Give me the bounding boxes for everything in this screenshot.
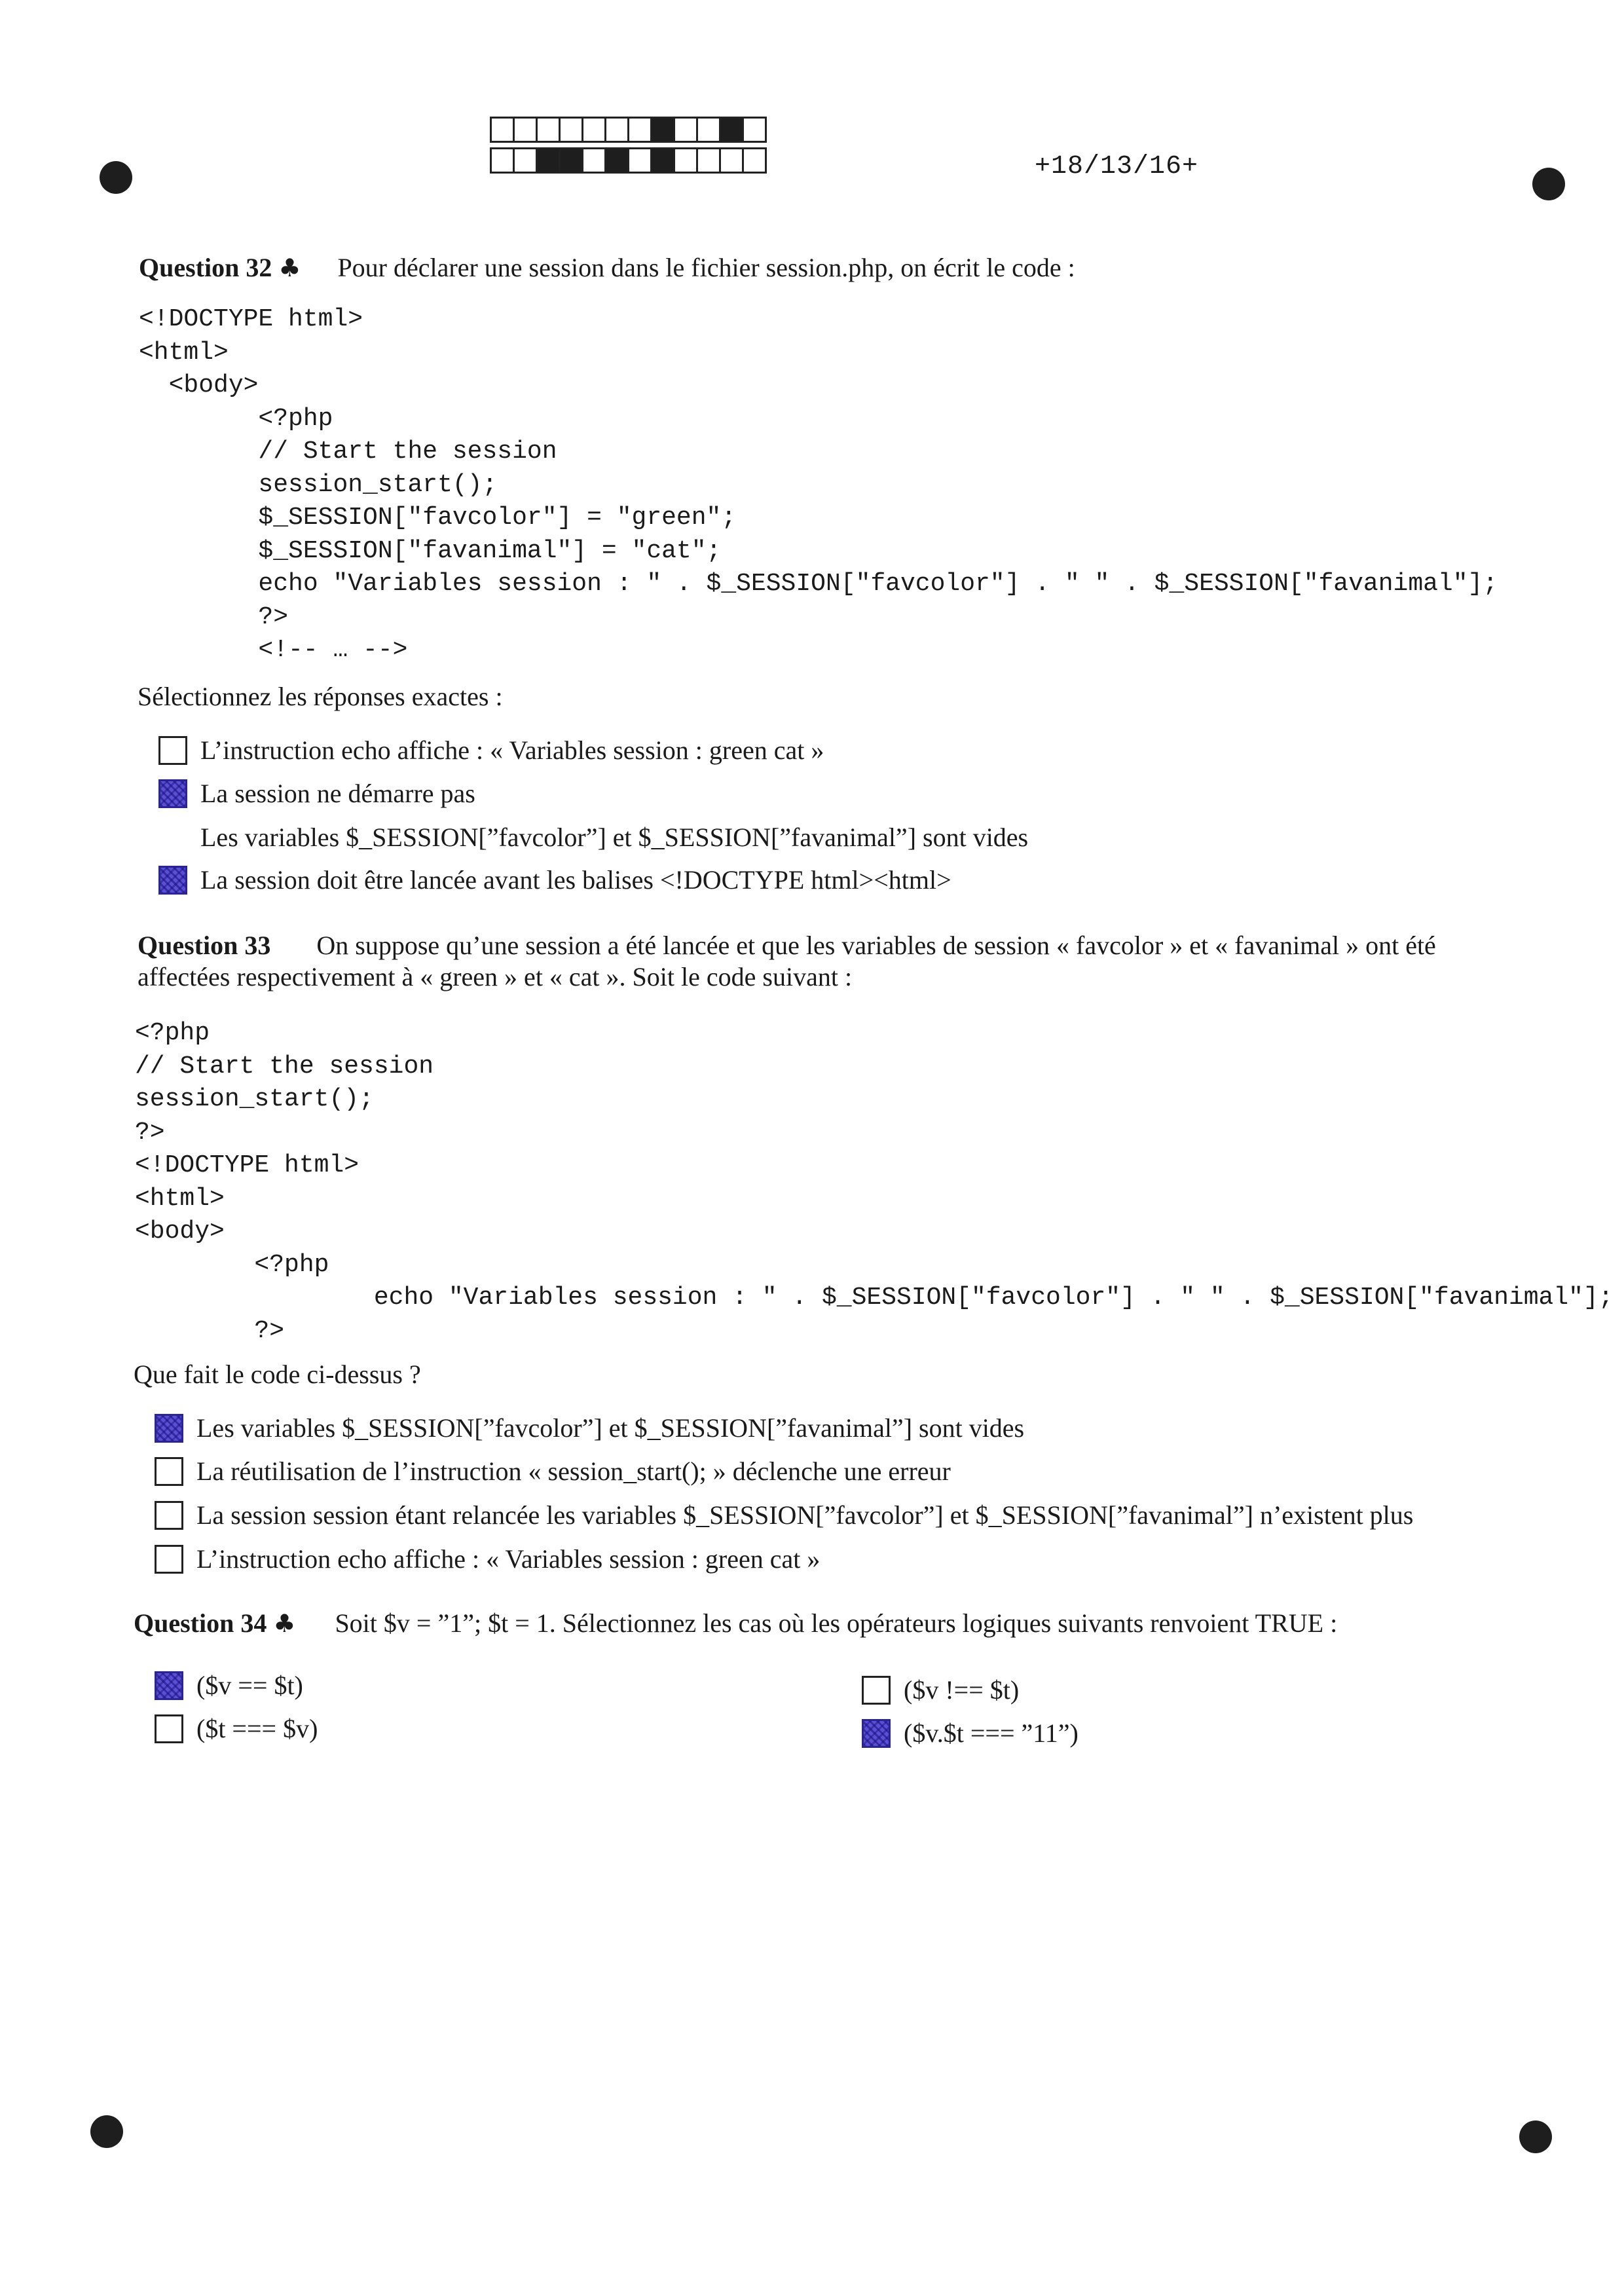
q34-checkbox-1[interactable] xyxy=(155,1671,183,1700)
q34-option-1-text: ($v == $t) xyxy=(196,1671,303,1700)
barcode-row-top xyxy=(490,117,765,143)
q33-checkbox-4[interactable] xyxy=(155,1545,183,1574)
question-34-prompt: Soit $v = ”1”; $t = 1. Sélectionnez les cas où les opérateurs logiques suivants renvoient TRUE : xyxy=(335,1608,1338,1638)
barcode-cell xyxy=(559,147,583,174)
q32-checkbox-1[interactable] xyxy=(158,736,187,765)
question-32-number: Question 32 xyxy=(139,253,272,282)
barcode-row-bottom xyxy=(490,147,765,174)
q32-option-4[interactable] xyxy=(158,864,951,895)
q34-option-1[interactable] xyxy=(155,1670,303,1701)
q33-option-4-text: L’instruction echo affiche : « Variables session : green cat » xyxy=(196,1544,821,1574)
q33-option-1-text: Les variables $_SESSION[”favcolor”] et $_SESSION[”favanimal”] sont vides xyxy=(196,1413,1025,1443)
q34-option-2[interactable] xyxy=(155,1713,318,1744)
q34-checkbox-2[interactable] xyxy=(155,1714,183,1743)
q32-option-1[interactable] xyxy=(158,735,824,766)
q33-option-2[interactable] xyxy=(155,1456,951,1487)
barcode-cell xyxy=(581,117,606,143)
q32-checkbox-2[interactable] xyxy=(158,779,187,808)
q32-option-3-text: Les variables $_SESSION[”favcolor”] et $_SESSION[”favanimal”] sont vides xyxy=(200,823,1029,852)
q34-checkbox-3[interactable] xyxy=(862,1676,891,1705)
barcode-cell xyxy=(627,117,652,143)
q34-option-4-text: ($v.$t === ”11”) xyxy=(904,1718,1079,1748)
registration-mark-top-left xyxy=(100,161,132,194)
q34-checkbox-4[interactable] xyxy=(862,1719,891,1748)
q33-option-4[interactable] xyxy=(155,1544,820,1574)
barcode-cell xyxy=(536,117,561,143)
barcode-cell xyxy=(513,117,538,143)
q32-option-2[interactable] xyxy=(158,778,475,809)
question-32-instruction: Sélectionnez les réponses exactes : xyxy=(138,682,503,711)
q34-option-3-text: ($v !== $t) xyxy=(904,1675,1020,1705)
barcode-cell xyxy=(536,147,561,174)
question-33-code: <?php // Start the session session_start(); ?> <!DOCTYPE html> <html> <body> <?php echo "Variables session : " . $_SESSION["favcolor"] . " " . $_SESSION["favanimal"]; ?> xyxy=(135,1019,1614,1345)
barcode-cell xyxy=(650,117,675,143)
barcode-cell xyxy=(696,147,721,174)
barcode-cell xyxy=(559,117,583,143)
question-33-instruction: Que fait le code ci-dessus ? xyxy=(134,1360,421,1389)
q32-checkbox-3[interactable] xyxy=(158,823,187,852)
q34-option-3[interactable] xyxy=(862,1675,1019,1705)
barcode-cell xyxy=(490,117,515,143)
q32-checkbox-4[interactable] xyxy=(158,866,187,895)
q33-option-3-text: La session session étant relancée les variables $_SESSION[”favcolor”] et $_SESSION[”favanimal”] n’existent plus xyxy=(196,1500,1414,1530)
q33-checkbox-3[interactable] xyxy=(155,1501,183,1530)
barcode-cell xyxy=(581,147,606,174)
barcode-cell xyxy=(696,117,721,143)
q34-option-4[interactable] xyxy=(862,1718,1079,1749)
barcode-cell xyxy=(719,147,744,174)
barcode-cell xyxy=(673,117,698,143)
barcode-cell xyxy=(513,147,538,174)
q33-checkbox-2[interactable] xyxy=(155,1457,183,1486)
registration-mark-bottom-right xyxy=(1519,2120,1552,2153)
q32-option-1-text: L’instruction echo affiche : « Variables session : green cat » xyxy=(200,735,824,765)
barcode-cell xyxy=(604,117,629,143)
club-icon: ♣ xyxy=(273,1609,296,1638)
question-33-prompt: On suppose qu’une session a été lancée et que les variables de session « favcolor » et « favanimal » ont été affectées respectivement à « green » et « cat ». Soit le code suivant : xyxy=(138,931,1436,991)
q32-option-3[interactable] xyxy=(158,822,1028,853)
question-32-prompt: Pour déclarer une session dans le fichier session.php, on écrit le code : xyxy=(337,253,1075,282)
question-32-header xyxy=(139,252,1075,284)
question-33-number: Question 33 xyxy=(138,931,271,960)
question-32-code: <!DOCTYPE html> <html> <body> <?php // Start the session session_start(); $_SESSION["favcolor"] = "green"; $_SESSION["favanimal"] = "cat"; echo "Variables session : " . $_SESSION["favcolor"] . " " . $_SESSION["favanimal"]; ?> <!-- … --> xyxy=(139,305,1498,664)
barcode-cell xyxy=(719,117,744,143)
q33-option-2-text: La réutilisation de l’instruction « session_start(); » déclenche une erreur xyxy=(196,1456,951,1486)
question-33-header xyxy=(138,930,1532,993)
registration-mark-top-right xyxy=(1532,168,1565,200)
barcode-cell xyxy=(673,147,698,174)
q33-option-3[interactable] xyxy=(155,1500,1413,1530)
q33-checkbox-1[interactable] xyxy=(155,1414,183,1443)
question-34-number: Question 34 xyxy=(134,1608,267,1638)
barcode-cell xyxy=(742,117,767,143)
question-34-header xyxy=(134,1608,1337,1639)
barcode-cell xyxy=(627,147,652,174)
barcode-cell xyxy=(742,147,767,174)
barcode-cell xyxy=(650,147,675,174)
q34-option-2-text: ($t === $v) xyxy=(196,1714,318,1743)
page-id: +18/13/16+ xyxy=(1035,152,1199,181)
q33-option-1[interactable] xyxy=(155,1413,1024,1443)
q32-option-2-text: La session ne démarre pas xyxy=(200,779,475,808)
barcode-cell xyxy=(490,147,515,174)
barcode-cell xyxy=(604,147,629,174)
q32-option-4-text: La session doit être lancée avant les balises <!DOCTYPE html><html> xyxy=(200,865,951,895)
club-icon: ♣ xyxy=(278,253,301,282)
registration-mark-bottom-left xyxy=(90,2115,123,2148)
